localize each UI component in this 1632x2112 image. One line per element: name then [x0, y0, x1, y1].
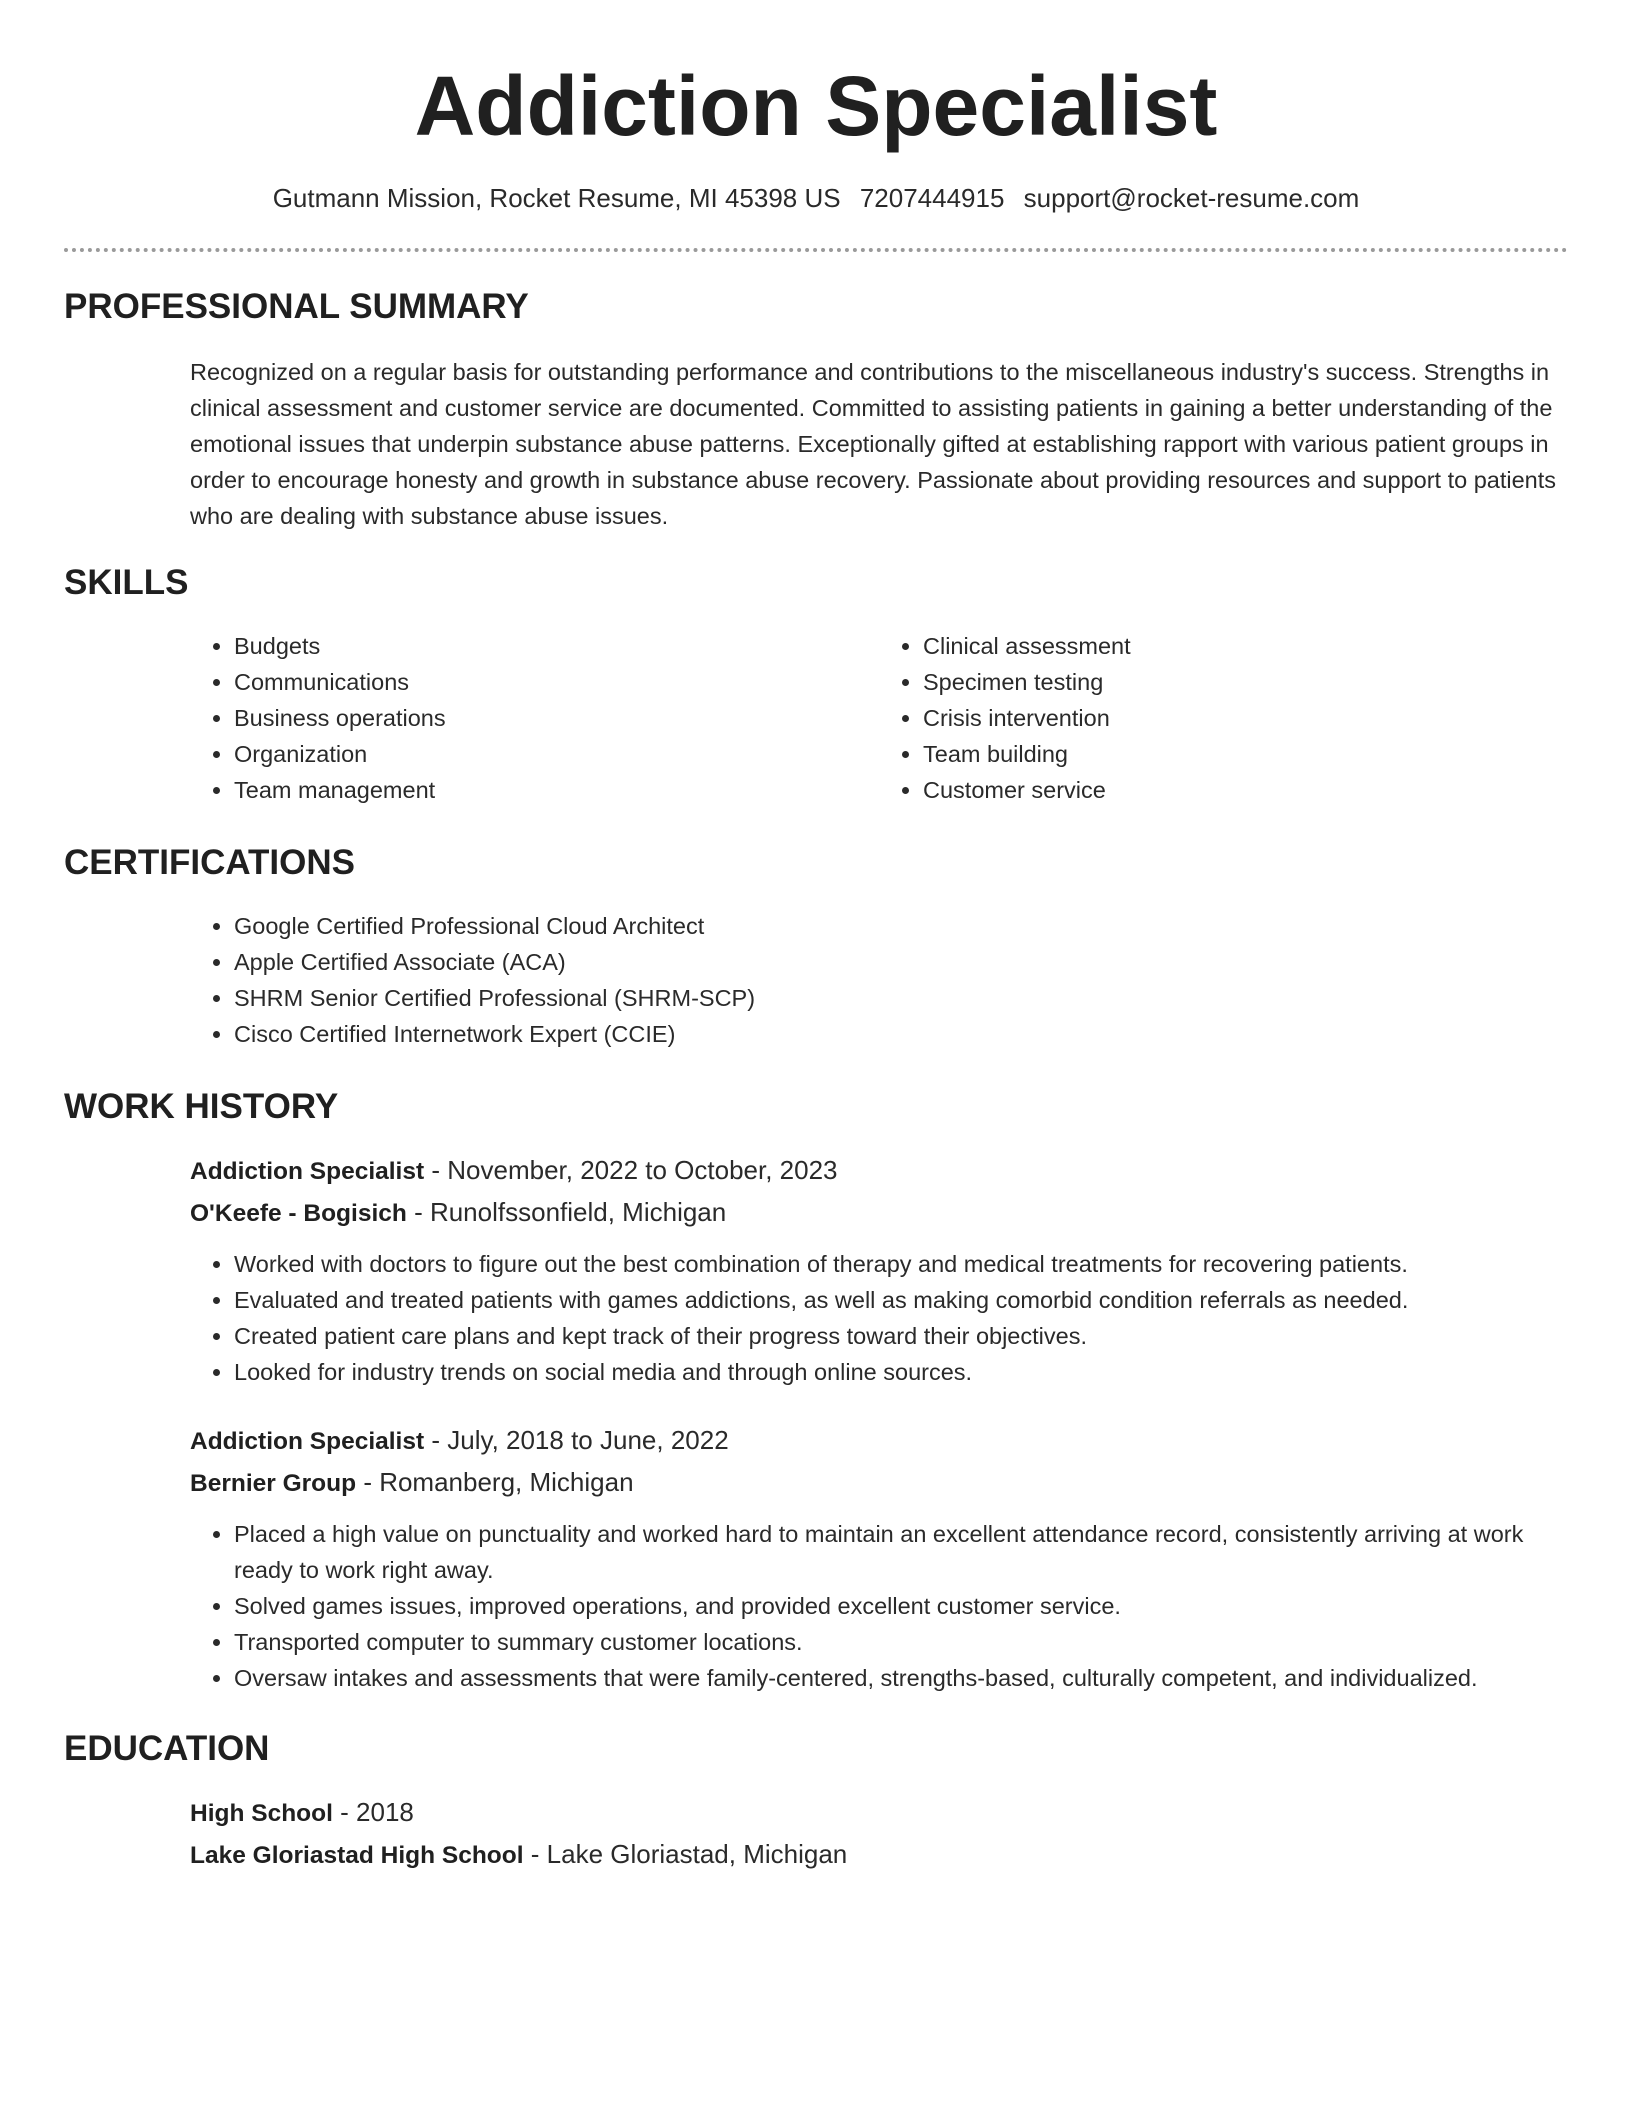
- resume-name: Addiction Specialist: [414, 59, 1218, 153]
- education-location: - Lake Gloriastad, Michigan: [523, 1839, 848, 1869]
- skill-item: • Customer service: [923, 772, 1568, 808]
- job-role: Addiction Specialist: [190, 1158, 425, 1185]
- education-entry: [190, 1792, 1568, 1876]
- job-location: - Runolfssonfield, Michigan: [406, 1197, 727, 1227]
- certifications-section: [64, 842, 1568, 1052]
- contact-email: support@rocket-resume.com: [1023, 183, 1360, 213]
- contact-phone: 7207444915: [859, 183, 1005, 213]
- work-history-section: [64, 1086, 1568, 1696]
- education-degree-line: [190, 1792, 1568, 1834]
- job-bullet: • Looked for industry trends on social media and through online sources.: [234, 1354, 1568, 1390]
- certifications-list: [190, 908, 1568, 1052]
- certification-item: • Apple Certified Associate (ACA): [234, 944, 1568, 980]
- contact-address: Gutmann Mission, Rocket Resume, MI 45398 US: [272, 183, 841, 213]
- job-location: - Romanberg, Michigan: [356, 1467, 634, 1497]
- skill-item: • Budgets: [234, 628, 879, 664]
- work-history-heading: WORK HISTORY: [64, 1087, 339, 1126]
- education-school-line: [190, 1834, 1568, 1876]
- skill-item: • Clinical assessment: [923, 628, 1568, 664]
- certification-item: • Cisco Certified Internetwork Expert (CCIE): [234, 1016, 1568, 1052]
- job-company-line: [190, 1462, 1568, 1504]
- job-bullet: • Solved games issues, improved operations, and provided excellent customer service.: [234, 1588, 1568, 1624]
- education-section: [64, 1728, 1568, 1876]
- skill-item: • Team management: [234, 772, 879, 808]
- skills-heading: SKILLS: [64, 563, 189, 602]
- job-company: O'Keefe - Bogisich: [190, 1200, 407, 1227]
- job-bullets: [190, 1516, 1568, 1696]
- skills-list-left: [190, 628, 879, 808]
- skills-grid: [190, 628, 1568, 808]
- education-heading: EDUCATION: [64, 1729, 270, 1768]
- job-title-line: [190, 1420, 1568, 1462]
- summary-section: [64, 286, 1568, 534]
- skills-list-right: [879, 628, 1568, 808]
- contact-line: [64, 182, 1568, 214]
- job-bullets: [190, 1246, 1568, 1390]
- skill-item: • Specimen testing: [923, 664, 1568, 700]
- resume-page: [64, 0, 1568, 1876]
- header-divider: [64, 248, 1568, 252]
- job-entry: [190, 1420, 1568, 1696]
- summary-heading: PROFESSIONAL SUMMARY: [64, 287, 529, 326]
- education-school: Lake Gloriastad High School: [190, 1842, 524, 1869]
- certifications-heading: CERTIFICATIONS: [64, 843, 356, 882]
- skill-item: • Organization: [234, 736, 879, 772]
- skill-item: • Communications: [234, 664, 879, 700]
- job-bullet: • Oversaw intakes and assessments that were family-centered, strengths-based, culturally competent, and individualized.: [234, 1660, 1568, 1696]
- certification-item: • Google Certified Professional Cloud Architect: [234, 908, 1568, 944]
- job-bullet: • Evaluated and treated patients with games addictions, as well as making comorbid condition referrals as needed.: [234, 1282, 1568, 1318]
- job-dates: - November, 2022 to October, 2023: [424, 1155, 838, 1185]
- job-bullet: • Worked with doctors to figure out the best combination of therapy and medical treatments for recovering patients.: [234, 1246, 1568, 1282]
- job-title-line: [190, 1150, 1568, 1192]
- education-year: - 2018: [332, 1797, 414, 1827]
- skills-section: [64, 562, 1568, 808]
- skill-item: • Team building: [923, 736, 1568, 772]
- job-role: Addiction Specialist: [190, 1428, 425, 1455]
- job-entry: [190, 1150, 1568, 1390]
- job-bullet: • Placed a high value on punctuality and worked hard to maintain an excellent attendance record, consistently arriving at work ready to work right away.: [234, 1516, 1568, 1588]
- skill-item: • Crisis intervention: [923, 700, 1568, 736]
- certification-item: • SHRM Senior Certified Professional (SHRM-SCP): [234, 980, 1568, 1016]
- job-bullet: • Created patient care plans and kept track of their progress toward their objectives.: [234, 1318, 1568, 1354]
- job-bullet: • Transported computer to summary customer locations.: [234, 1624, 1568, 1660]
- skill-item: • Business operations: [234, 700, 879, 736]
- education-degree: High School: [190, 1800, 333, 1827]
- job-company-line: [190, 1192, 1568, 1234]
- job-dates: - July, 2018 to June, 2022: [424, 1425, 729, 1455]
- job-company: Bernier Group: [190, 1470, 357, 1497]
- summary-text: Recognized on a regular basis for outstanding performance and contributions to the miscellaneous industry's success. Strengths in clinical assessment and customer service are documented. Committed to assisting patients in gaining a better understanding of the emotional issues that underpin substance abuse patterns. Exceptionally gifted at establishing rapport with various patient groups in order to encourage honesty and growth in substance abuse recovery. Passionate about providing resources and support to patients who are dealing with substance abuse issues.: [190, 359, 1557, 529]
